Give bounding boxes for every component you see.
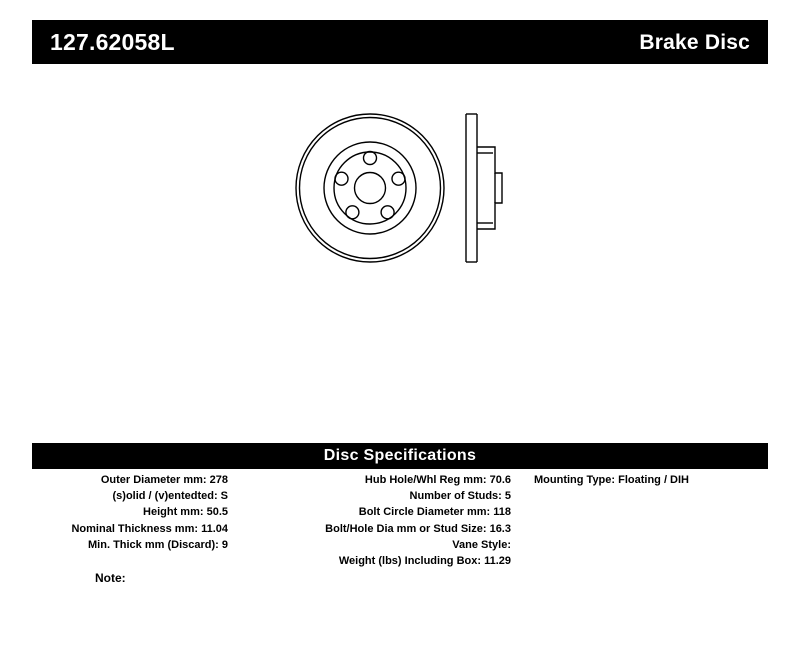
stud-hole bbox=[392, 172, 405, 185]
spec-item: Hub Hole/Whl Reg mm: 70.6 bbox=[364, 474, 511, 486]
rotor-cross-section bbox=[466, 114, 502, 262]
spec-item: Vane Style: bbox=[452, 538, 511, 551]
spec-item: Number of Studs: 5 bbox=[409, 490, 511, 503]
stud-hole bbox=[335, 172, 348, 185]
stud-hole bbox=[346, 206, 359, 219]
header-bar bbox=[32, 20, 768, 64]
spec-title-bar bbox=[32, 443, 768, 469]
spec-item: Nominal Thickness mm: 11.04 bbox=[71, 522, 228, 535]
note-label: Note: bbox=[95, 571, 126, 585]
page-title: Brake Disc bbox=[639, 30, 750, 54]
spec-item: Mounting Type: Floating / DIH bbox=[534, 474, 689, 486]
spec-item: Min. Thick mm (Discard): 9 bbox=[88, 538, 228, 551]
rotor-drawing-svg bbox=[270, 95, 560, 295]
rotor-outer-circle bbox=[296, 114, 444, 262]
spec-item: Bolt Circle Diameter mm: 118 bbox=[358, 506, 511, 519]
spec-item: Height mm: 50.5 bbox=[143, 506, 228, 519]
stud-hole bbox=[364, 152, 377, 165]
stud-hole bbox=[381, 206, 394, 219]
rotor-hat-circle bbox=[324, 142, 416, 234]
spec-item: Weight (lbs) Including Box: 11.29 bbox=[338, 555, 511, 568]
spec-columns bbox=[32, 472, 768, 569]
spec-item: Bolt/Hole Dia mm or Stud Size: 16.3 bbox=[325, 522, 511, 535]
rotor-hub-hole bbox=[355, 173, 386, 204]
spec-item: Outer Diameter mm: 278 bbox=[100, 474, 228, 486]
spec-title: Disc Specifications bbox=[323, 447, 477, 464]
spec-column-left bbox=[32, 472, 228, 553]
part-number: 127.62058L bbox=[50, 28, 175, 55]
rotor-outer-edge-inner bbox=[300, 118, 441, 259]
spec-column-middle bbox=[228, 472, 511, 569]
spec-column-right bbox=[511, 472, 768, 488]
rotor-drawing bbox=[270, 95, 560, 295]
rotor-bolt-circle bbox=[334, 152, 406, 224]
spec-item: (s)olid / (v)entedted: S bbox=[112, 490, 228, 503]
